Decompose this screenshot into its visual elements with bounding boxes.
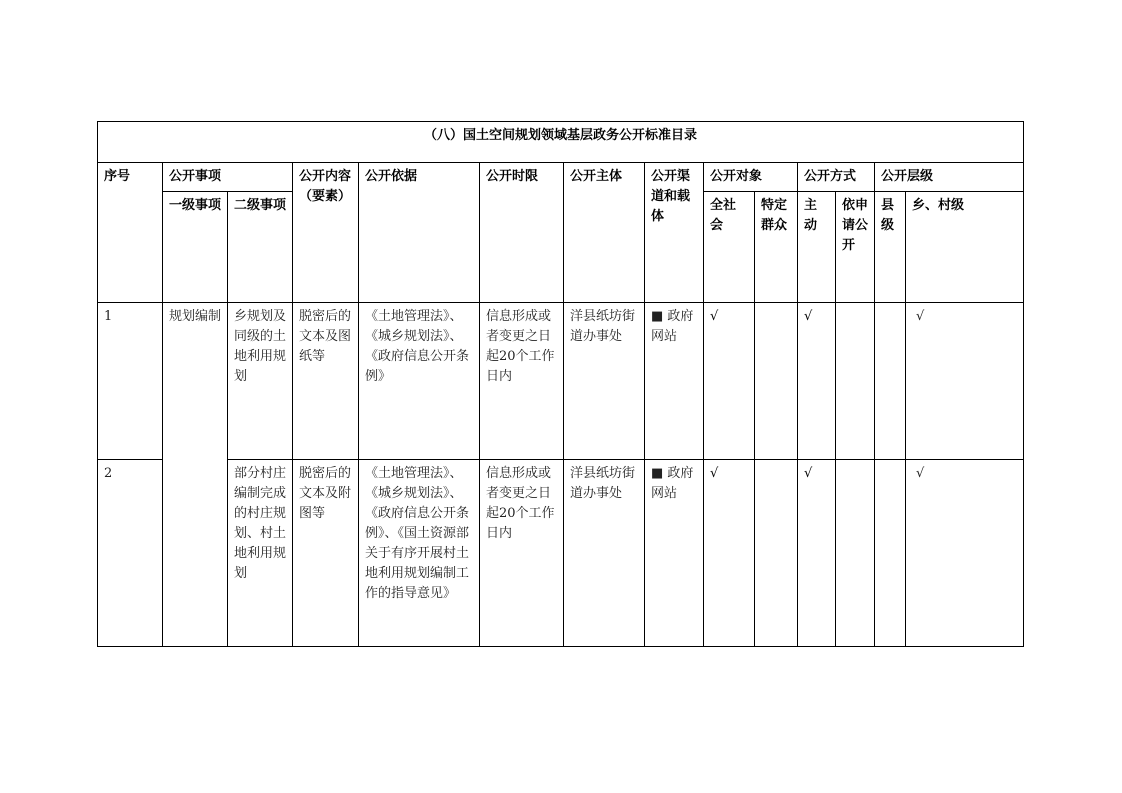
header-audience-specific: 特定群众 (755, 192, 798, 303)
table-title: （八）国土空间规划领域基层政务公开标准目录 (98, 122, 1024, 163)
cell-method-apply (836, 303, 875, 460)
cell-level-county (875, 460, 906, 647)
cell-channel: ■ 政府网站 (645, 460, 704, 647)
table-row (98, 460, 1024, 647)
cell-time-limit: 信息形成或者变更之日起20个工作日内 (480, 303, 564, 460)
header-content: 公开内容（要素） (293, 163, 359, 303)
cell-level2: 乡规划及同级的土地利用规划 (228, 303, 293, 460)
header-basis: 公开依据 (359, 163, 480, 303)
header-method-active: 主动 (798, 192, 836, 303)
cell-audience-all: √ (704, 303, 755, 460)
header-subject: 公开主体 (564, 163, 645, 303)
header-method-apply: 依申请公开 (836, 192, 875, 303)
cell-channel: ■ 政府网站 (645, 303, 704, 460)
cell-level2: 部分村庄编制完成的村庄规划、村土地利用规划 (228, 460, 293, 647)
table-row (98, 303, 1024, 460)
cell-audience-specific (755, 460, 798, 647)
cell-level-county (875, 303, 906, 460)
cell-method-active: √ (798, 460, 836, 647)
header-time-limit: 公开时限 (480, 163, 564, 303)
cell-level-township: √ (906, 303, 1024, 460)
cell-basis: 《土地管理法》、《城乡规划法》、《政府信息公开条例》 (359, 303, 480, 460)
cell-subject: 洋县纸坊街道办事处 (564, 303, 645, 460)
header-level-township: 乡、村级 (906, 192, 1024, 303)
header-matters: 公开事项 (163, 163, 293, 192)
cell-content: 脱密后的文本及附图等 (293, 460, 359, 647)
header-row-1 (98, 163, 1024, 192)
cell-seq: 1 (98, 303, 163, 460)
header-level1: 一级事项 (163, 192, 228, 303)
header-audience-all: 全社会 (704, 192, 755, 303)
header-audience: 公开对象 (704, 163, 798, 192)
header-level2: 二级事项 (228, 192, 293, 303)
header-channel: 公开渠道和载体 (645, 163, 704, 303)
cell-basis: 《土地管理法》、《城乡规划法》、《政府信息公开条例》、《国土资源部关于有序开展村土地利用规划编制工作的指导意见》 (359, 460, 480, 647)
cell-content: 脱密后的文本及图纸等 (293, 303, 359, 460)
cell-time-limit: 信息形成或者变更之日起20个工作日内 (480, 460, 564, 647)
cell-level1-merged: 规划编制 (163, 303, 228, 647)
header-level: 公开层级 (875, 163, 1024, 192)
cell-subject: 洋县纸坊街道办事处 (564, 460, 645, 647)
cell-audience-all: √ (704, 460, 755, 647)
header-method: 公开方式 (798, 163, 875, 192)
cell-seq: 2 (98, 460, 163, 647)
header-level-county: 县级 (875, 192, 906, 303)
cell-level-township: √ (906, 460, 1024, 647)
title-row (98, 122, 1024, 163)
cell-audience-specific (755, 303, 798, 460)
standard-catalog-table (97, 121, 1024, 647)
cell-method-active: √ (798, 303, 836, 460)
cell-method-apply (836, 460, 875, 647)
header-seq: 序号 (98, 163, 163, 303)
